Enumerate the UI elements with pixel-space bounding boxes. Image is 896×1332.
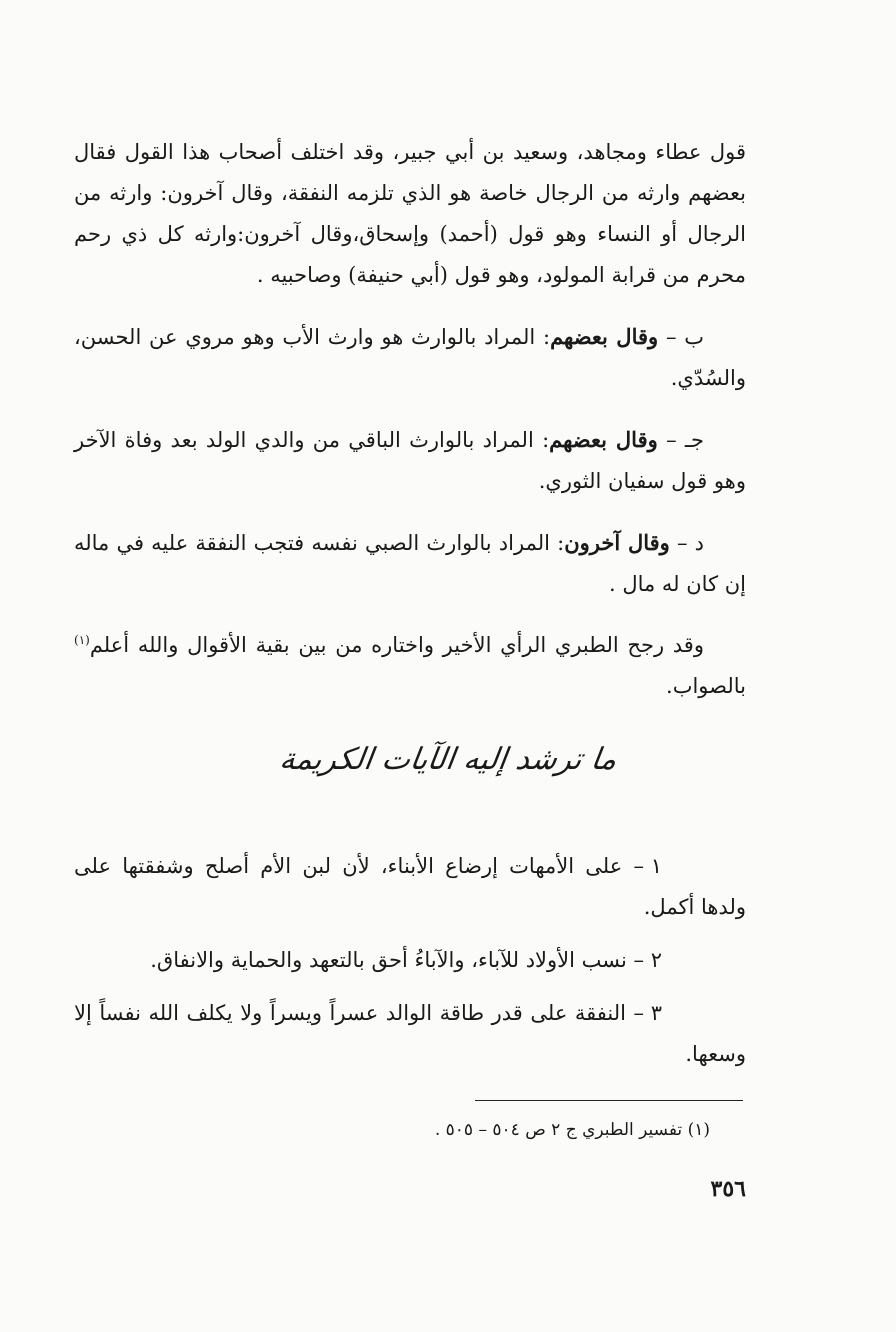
list-item-text: النفقة على قدر طاقة الوالد عسراً ويسراً ولا يكلف الله نفساً إلا وسعها. [74,1001,746,1066]
conclusion-text: وقد رجح الطبري الرأي الأخير واختاره من بين بقية الأقوال والله أعلم [89,633,704,657]
opinion-speaker: وقال بعضهم [550,324,659,349]
paragraph-intro [74,132,746,296]
lessons-list [74,846,746,1087]
list-item-number: ٢ – [633,948,662,972]
footnote: (١) تفسير الطبري ج ٢ ص ٥٠٤ – ٥٠٥ . [434,1120,710,1140]
section-heading [0,742,896,777]
list-item-text: على الأمهات إرضاع الأبناء، لأن لبن الأم أصلح وشفقتها على ولدها أكمل. [74,854,746,919]
conclusion-text-end: بالصواب. [666,674,746,698]
opinion-speaker: وقال بعضهم [549,427,658,452]
conclusion-paragraph [74,625,746,707]
footnote-reference[interactable]: (١) [74,633,90,647]
section-heading-text: ما ترشد إليه الآيات الكريمة [277,742,619,777]
opinion-prefix: د – [676,531,704,555]
opinion-text: : المراد بالوارث الصبي نفسه فتجب النفقة عليه في ماله إن كان له مال . [74,531,746,596]
opinion-prefix: جـ – [666,428,704,452]
list-item-number: ١ – [633,854,662,878]
opinion-text: : المراد بالوارث هو وارث الأب وهو مروي عن الحسن، والسُدّي. [74,325,746,390]
opinion-prefix: ب – [665,325,704,349]
main-text [74,132,746,727]
opinion-speaker: وقال آخرون [564,530,670,555]
opinion-d [74,522,746,605]
opinion-text: : المراد بالوارث الباقي من والدي الولد بعد وفاة الآخر وهو قول سفيان الثوري. [74,428,746,493]
footnote-divider [475,1100,743,1101]
list-item-text: نسب الأولاد للآباء، والآباءُ أحق بالتعهد والحماية والانفاق. [150,948,634,972]
opinion-b [74,316,746,399]
list-item-number: ٣ – [633,1001,662,1025]
page-number: ٣٥٦ [710,1176,746,1202]
list-item [74,846,746,928]
list-item [74,993,746,1075]
opinion-j [74,419,746,502]
list-item [74,940,746,981]
paragraph-text: قول عطاء ومجاهد، وسعيد بن أبي جبير، وقد اختلف أصحاب هذا القول فقال بعضهم وارثه من الرجال خاصة هو الذي تلزمه النفقة، وقال آخرون: وارثه من الرجال أو النساء وهو قول (أحمد) وإسحاق،وقال آخرون:وارثه كل ذي رحم محرم من قرابة المولود، وهو قول (أبي حنيفة) وصاحبيه . [74,140,746,287]
